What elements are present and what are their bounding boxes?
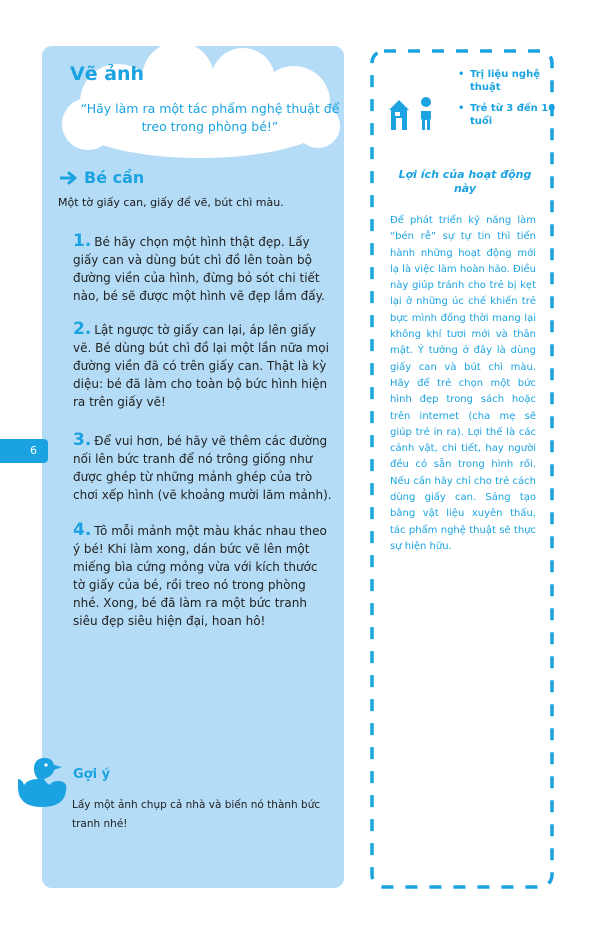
benefit-title: Lợi ích của hoạt động này [398, 168, 532, 195]
tip-title: Gợi ý [73, 767, 111, 782]
step-number: 2. [73, 319, 92, 339]
step-text: Lật ngược tờ giấy can lại, áp lên giấy vẽ. Bé dùng bút chì đồ lại một lần nữa mọi đường viền đã có trên giấy can. Thật là kỳ diệu: bé đã làm cho toàn bộ bức hình hiện ra trên giấy vẽ! [73, 323, 329, 409]
step-4 [73, 521, 333, 630]
house-child-icon [387, 96, 439, 132]
step-1 [73, 232, 333, 305]
page-number: 6 [30, 444, 37, 457]
step-number: 1. [73, 231, 92, 251]
step-text: Để vui hơn, bé hãy vẽ thêm các đường nối lên bức tranh để nó trông giống như được ghép từ những mảnh ghép của trò chơi xếp hình (vẽ khoảng mười lăm mảnh). [73, 434, 332, 502]
activity-quote: “Hãy làm ra một tác phẩm nghệ thuật để treo trong phòng bé!” [80, 101, 340, 134]
activity-title: Vẽ ảnh [70, 63, 145, 85]
step-number: 3. [73, 430, 92, 450]
benefit-text: Để phát triển kỹ năng làm “bén rễ” sự tự tin thì tiến hành những hoạt động mới lạ là việc làm hoàn hảo. Điều này giúp tránh cho trẻ bị kẹt lại ở những úc chế khiến trẻ bực mình đồng thời mang lại không khí tươi mới và thân mật. Ý tưởng ở đây là dùng giấy can và bút chì màu. Hãy để trẻ chọn một bức hình đẹp trong sách hoặc trên internet (cha mẹ sẽ giúp trẻ in ra). Lợi thế là các cảnh vật, chi tiết, hay người đều có sẵn trong hình rồi. Nếu cần hãy chỉ cho trẻ cách dùng giấy can. Sáng tạo bằng vật liệu xuyên thấu, tác phẩm nghệ thuật sẽ thực sự hiện hữu. [390, 215, 536, 552]
step-text: Tô mỗi mảnh một màu khác nhau theo ý bé! Khi làm xong, dán bức vẽ lên một miếng bìa cứng mỏng vừa với kích thước tờ giấy của bé, rồi treo nó trong phòng nhé. Xong, bé đã làm ra một bức tranh siêu đẹp siêu hiện đại, hoan hô! [73, 524, 327, 628]
step-3 [73, 431, 333, 504]
page-tab [0, 439, 48, 463]
needs-text: Một tờ giấy can, giấy để vẽ, bút chì màu. [58, 196, 284, 209]
info-list [456, 68, 566, 136]
needs-title: Bé cần [84, 168, 145, 187]
step-number: 4. [73, 520, 92, 540]
info-item: • Trị liệu nghệ thuật [456, 68, 566, 94]
arrow-right-icon [60, 171, 78, 185]
info-item: • Trẻ từ 3 đến 10 tuổi [456, 102, 566, 128]
tip-text: Lấy một ảnh chụp cả nhà và biến nó thành bức tranh nhé! [72, 799, 321, 830]
duck-icon [16, 757, 72, 809]
needs-heading [60, 168, 144, 187]
step-text: Bé hãy chọn một hình thật đẹp. Lấy giấy can và dùng bút chì đồ lên toàn bộ đường viền của hình, đừng bỏ sót chi tiết nào, bé sẽ được một hình vẽ đẹp lắm đấy. [73, 235, 325, 303]
step-2 [73, 320, 333, 411]
